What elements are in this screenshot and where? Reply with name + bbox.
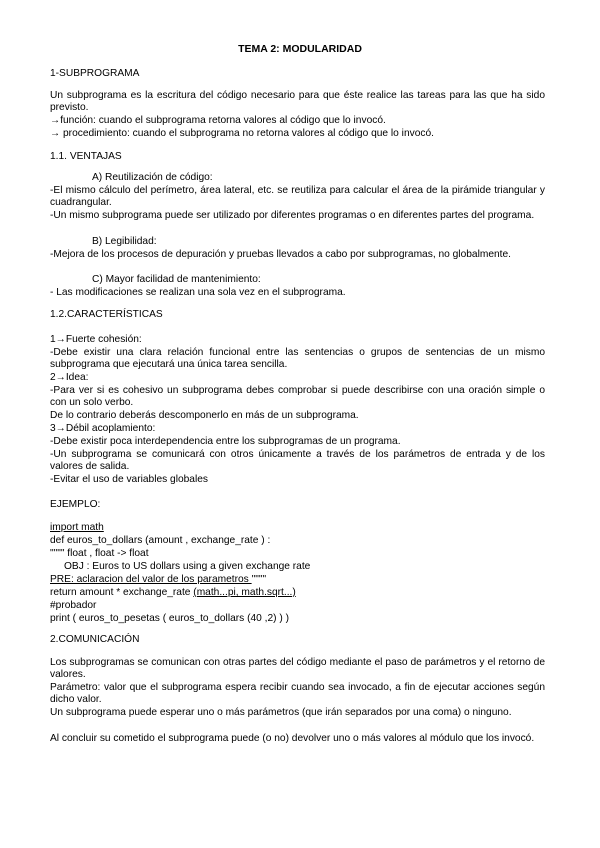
list-item-procedimiento: → procedimiento: cuando el subprograma no retorna valores al código que lo invocó.	[50, 128, 434, 139]
subheading-cohesion: 1→Fuerte cohesión:	[50, 334, 142, 345]
paragraph-reutilizacion-2: -Un mismo subprograma puede ser utilizado por diferentes programas o en diferentes partes del programa.	[50, 210, 535, 221]
subheading-mantenimiento: C) Mayor facilidad de mantenimiento:	[92, 274, 261, 285]
section-heading-caracteristicas: 1.2.CARACTERÍSTICAS	[50, 309, 163, 320]
code-pre-text: PRE: aclaracion del valor de los parametros	[50, 574, 252, 585]
paragraph-acoplamiento-3: -Evitar el uso de variables globales	[50, 474, 208, 485]
subheading-idea: 2→Idea:	[50, 372, 89, 383]
paragraph-idea-1: -Para ver si es cohesivo un subprograma debes comprobar si puede describirse con una oración simple o con un solo verbo.	[50, 385, 545, 409]
code-line-comment: #probador	[50, 600, 97, 611]
section-heading-comunicacion: 2.COMUNICACIÓN	[50, 634, 140, 645]
paragraph-idea-2: De lo contrario deberás descomponerlo en más de un subprograma.	[50, 410, 359, 421]
paragraph-acoplamiento-1: -Debe existir poca interdependencia entre los subprogramas de un programa.	[50, 436, 401, 447]
code-line-return	[50, 587, 296, 599]
subheading-acoplamiento: 3→Débil acoplamiento:	[50, 423, 156, 434]
paragraph-cohesion: -Debe existir una clara relación funcional entre las sentencias o grupos de sentencias de un mismo subprograma que ejecutará una única tarea sencilla.	[50, 347, 545, 371]
subheading-legibilidad: B) Legibilidad:	[92, 236, 157, 247]
list-item-funcion: →función: cuando el subprograma retorna valores al código que lo invocó.	[50, 115, 386, 126]
code-return-text: return amount * exchange_rate	[50, 587, 194, 598]
code-line-import: import math	[50, 522, 104, 533]
paragraph-comunicacion-3: Un subprograma puede esperar uno o más parámetros (que irán separados por una coma) o ninguno.	[50, 707, 512, 718]
paragraph-reutilizacion-1: -El mismo cálculo del perímetro, área lateral, etc. se reutiliza para calcular el área de la pirámide triangular y cuadrangular.	[50, 185, 545, 209]
paragraph-comunicacion-2: Parámetro: valor que el subprograma espera recibir cuando sea invocado, a fin de ejecutar acciones según dicho valor.	[50, 682, 545, 706]
code-line-obj: OBJ : Euros to US dollars using a given exchange rate	[64, 561, 311, 572]
subheading-reutilizacion: A) Reutilización de código:	[92, 172, 213, 183]
code-line-docstring-open: """" float , float -> float	[50, 548, 149, 559]
document-title: TEMA 2: MODULARIDAD	[238, 43, 362, 55]
paragraph-acoplamiento-2: -Un subprograma se comunicará con otros únicamente a través de los parámetros de entrada y de los valores de salida.	[50, 449, 545, 473]
paragraph-comunicacion-1: Los subprogramas se comunican con otras partes del código mediante el paso de parámetros y el retorno de valores.	[50, 657, 545, 681]
paragraph-mantenimiento: - Las modificaciones se realizan una sola vez en el subprograma.	[50, 287, 346, 298]
code-line-pre	[50, 574, 266, 586]
code-return-note: (math...pi, math.sqrt...)	[193, 587, 296, 598]
section-heading-subprograma: 1-SUBPROGRAMA	[50, 68, 140, 79]
section-heading-ventajas: 1.1. VENTAJAS	[50, 151, 122, 162]
section-heading-ejemplo: EJEMPLO:	[50, 499, 101, 510]
paragraph-comunicacion-4: Al concluir su cometido el subprograma puede (o no) devolver uno o más valores al módulo que los invocó.	[50, 733, 535, 744]
code-docstring-close: """"	[251, 574, 267, 585]
code-line-print: print ( euros_to_pesetas ( euros_to_dollars (40 ,2) ) )	[50, 613, 289, 624]
paragraph-subprograma-definition: Un subprograma es la escritura del código necesario para que éste realice las tareas para las que ha sido previsto.	[50, 90, 545, 114]
code-line-def: def euros_to_dollars (amount , exchange_rate ) :	[50, 535, 271, 546]
paragraph-legibilidad: -Mejora de los procesos de depuración y pruebas llevados a cabo por subprogramas, no globalmente.	[50, 249, 511, 260]
